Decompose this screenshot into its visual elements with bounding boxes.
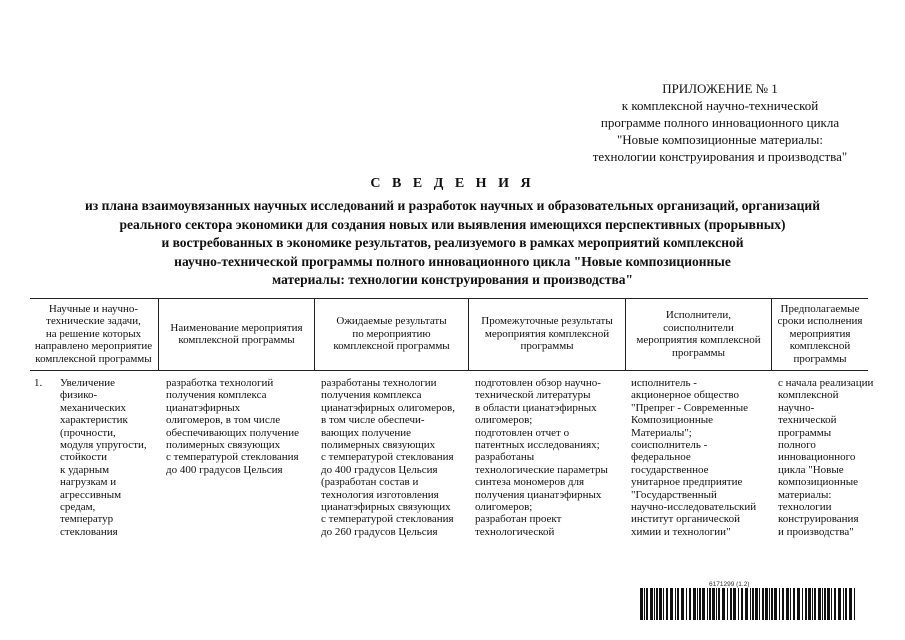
barcode-bar (677, 588, 679, 620)
cell-deadlines (778, 377, 873, 538)
cell-line: средам, (60, 501, 96, 514)
document-title: С В Е Д Е Н И Я (370, 176, 535, 191)
cell-line: олигомеров; (475, 501, 533, 514)
cell-line: акционерное общество (631, 389, 739, 402)
cell-line: технической (778, 414, 837, 427)
barcode-bar (824, 588, 826, 620)
barcode-bar (745, 588, 748, 620)
cell-line: федеральное (631, 451, 691, 464)
barcode-bar (802, 588, 803, 620)
cell-activity-name (166, 377, 299, 476)
cell-line: до 260 градусов Цельсия (321, 525, 438, 538)
barcode-bar (805, 588, 807, 620)
cell-line: получения комплекса (321, 389, 422, 402)
barcode-bar (707, 588, 708, 620)
cell-line: технологической (475, 525, 555, 538)
barcode-bar (716, 588, 717, 620)
barcode-bar (738, 588, 739, 620)
header-line: программы (520, 340, 574, 353)
header-deadlines (772, 300, 868, 368)
barcode-bar (849, 588, 852, 620)
table-top-rule (30, 298, 868, 299)
barcode-label: 6171299 (1.2) (709, 581, 750, 588)
cell-line: цианатэфирных (166, 401, 241, 414)
cell-line: "Препрег - Современные (631, 401, 749, 414)
barcode-bar (834, 588, 836, 620)
header-line: Ожидаемые результаты (336, 315, 447, 328)
header-tasks (30, 300, 157, 368)
cell-line: разработка технологий (166, 377, 274, 389)
cell-line: конструирования (778, 513, 859, 526)
barcode-bar (793, 588, 795, 620)
cell-line: синтеза мономеров для (475, 476, 585, 489)
barcode-bar (670, 588, 673, 620)
barcode-bar (693, 588, 696, 620)
cell-executors (631, 377, 756, 538)
cell-line: до 400 градусов Цельсия (166, 463, 283, 476)
cell-line: подготовлен обзор научно- (475, 377, 601, 389)
cell-line: химии и технологии" (631, 525, 731, 538)
barcode-bar (730, 588, 732, 620)
cell-line: подготовлен отчет о (475, 426, 570, 439)
cell-line: разработан проект (475, 513, 562, 526)
barcode-bar (779, 588, 780, 620)
barcode-bar (741, 588, 743, 620)
row-number: 1. (34, 377, 43, 389)
header-intermediate-results (469, 300, 625, 368)
cell-line: (разработан состав и (321, 476, 419, 489)
header-line: соисполнители (663, 321, 734, 334)
cell-line: технологические параметры (475, 463, 608, 476)
cell-line: программы (778, 426, 832, 439)
header-line: Предполагаемые (780, 302, 860, 315)
header-line: Промежуточные результаты (481, 315, 613, 328)
barcode-bar (718, 588, 720, 620)
appendix-line: "Новые композиционные материалы: (616, 132, 824, 147)
header-line: программы (671, 346, 726, 359)
barcode-bar (689, 588, 691, 620)
cell-line: разработаны (475, 451, 535, 464)
cell-line: с температурой стеклования (321, 451, 454, 464)
header-line: комплексной программы (178, 334, 295, 346)
barcode-bar (843, 588, 844, 620)
barcode-bar (702, 588, 705, 620)
cell-line: технологии (778, 501, 832, 514)
cell-line: Материалы"; (631, 426, 692, 439)
barcode-bar (646, 588, 648, 620)
cell-line: композиционные (778, 476, 858, 489)
barcode-bar (845, 588, 847, 620)
cell-line: в области цианатэфирных (475, 401, 597, 414)
barcode-bar (812, 588, 813, 620)
cell-expected-results (321, 377, 455, 538)
cell-line: технология изготовления (321, 488, 439, 501)
barcode-bar (759, 588, 760, 620)
header-line: направлено мероприятие (34, 340, 153, 353)
barcode-bar (831, 588, 832, 620)
subtitle-line: из плана взаимоувязанных научных исследований и разработок научных и образовательных организаций, организаций (85, 198, 820, 213)
subtitle-line: реального сектора экономики для создания новых или выявления имеющихся перспективных (прорывных) (119, 216, 786, 232)
appendix-line: технологии конструирования и производства" (592, 149, 848, 164)
barcode-bar (838, 588, 841, 620)
barcode-bar (722, 588, 725, 620)
barcode-bar (762, 588, 764, 620)
barcode-bar (750, 588, 751, 620)
cell-line: соисполнитель - (631, 439, 708, 452)
barcode-bar (681, 588, 684, 620)
cell-line: к ударным (60, 463, 110, 476)
cell-line: "Государственный (631, 488, 717, 501)
barcode-bar (814, 588, 816, 620)
cell-line: унитарное предприятие (631, 476, 743, 489)
cell-tasks (60, 377, 147, 538)
cell-line: олигомеров; (475, 414, 533, 427)
cell-line: механических (60, 401, 127, 414)
cell-line: цианатэфирных связующих (321, 501, 451, 514)
appendix-line: ПРИЛОЖЕНИЕ № 1 (662, 81, 778, 96)
barcode-bar (765, 588, 768, 620)
header-line: по мероприятию (352, 327, 431, 340)
barcode-bar (709, 588, 711, 620)
header-line: сроки исполнения (777, 315, 863, 328)
barcode-bar (818, 588, 821, 620)
header-line: мероприятия комплексной (484, 327, 610, 340)
cell-line: характеристик (60, 414, 128, 427)
document-subtitle (20, 197, 885, 290)
cell-intermediate-results (475, 377, 608, 538)
header-expected-results (315, 300, 468, 368)
barcode-bar (654, 588, 655, 620)
barcode-bar (697, 588, 698, 620)
cell-line: агрессивным (60, 488, 122, 501)
cell-line: исполнитель - (631, 377, 697, 389)
cell-line: государственное (631, 463, 709, 476)
cell-line: и производства" (778, 525, 854, 538)
appendix-header (520, 80, 905, 165)
cell-line: научно- (778, 401, 815, 414)
cell-line: Увеличение (60, 377, 116, 389)
cell-line: полимерных связующих (166, 439, 281, 452)
cell-line: полного (778, 439, 816, 452)
barcode-bar (712, 588, 715, 620)
cell-line: технической литературы (475, 389, 591, 402)
header-line: Исполнители, (665, 309, 732, 321)
header-activity-name (159, 300, 314, 368)
cell-line: получения комплекса (166, 389, 267, 402)
barcode-bar (659, 588, 662, 620)
barcode-bar (686, 588, 687, 620)
cell-line: температур (60, 513, 114, 526)
cell-line: с начала реализации (778, 377, 874, 389)
header-executors (626, 300, 771, 368)
cell-line: в том числе обеспечи- (321, 414, 425, 427)
barcode-bar (774, 588, 777, 620)
cell-line: до 400 градусов Цельсия (321, 463, 438, 476)
header-line: Наименование мероприятия (170, 321, 303, 334)
cell-line: цикла "Новые (778, 463, 844, 476)
header-line: комплексной программы (35, 352, 152, 365)
header-line: мероприятия (789, 327, 851, 340)
cell-line: полимерных связующих (321, 439, 436, 452)
cell-line: Композиционные (631, 414, 713, 427)
barcode-bar (771, 588, 773, 620)
header-line: Научные и научно- (48, 302, 139, 315)
barcode-bar (656, 588, 658, 620)
cell-line: с температурой стеклования (321, 513, 454, 526)
barcode-icon (640, 588, 858, 620)
barcode-bar (699, 588, 701, 620)
header-line: на решение которых (45, 327, 142, 340)
cell-line: патентных исследованиях; (475, 439, 600, 452)
cell-line: с температурой стеклования (166, 451, 299, 464)
barcode-bar (854, 588, 855, 620)
cell-line: получения цианатэфирных (475, 488, 602, 501)
cell-line: стойкости (60, 451, 108, 464)
barcode-bar (782, 588, 784, 620)
cell-line: модуля упругости, (60, 439, 147, 452)
barcode-bar (797, 588, 800, 620)
cell-line: разработаны технологии (321, 377, 437, 389)
cell-line: обеспечивающих получение (166, 426, 299, 439)
barcode-bar (666, 588, 668, 620)
cell-line: (прочности, (60, 426, 116, 439)
cell-line: вающих получение (321, 426, 412, 439)
barcode-bar (786, 588, 789, 620)
barcode-bar (827, 588, 830, 620)
cell-line: инновационного (778, 451, 856, 464)
barcode-bar (644, 588, 645, 620)
barcode-bar (650, 588, 653, 620)
table-header-rule (30, 370, 868, 371)
header-line: комплексной программы (333, 340, 450, 353)
barcode-bar (755, 588, 758, 620)
barcode-bar (822, 588, 823, 620)
cell-line: цианатэфирных олигомеров, (321, 401, 455, 414)
barcode-bar (727, 588, 728, 620)
header-line: программы (793, 352, 847, 365)
cell-line: олигомеров, в том числе (166, 414, 281, 427)
barcode-bar (808, 588, 811, 620)
header-line: комплексной (789, 340, 851, 353)
barcode-bar (640, 588, 643, 620)
cell-line: материалы: (778, 488, 832, 501)
cell-line: институт органической (631, 513, 740, 526)
barcode-bar (663, 588, 664, 620)
appendix-line: к комплексной научно-технической (621, 98, 819, 113)
cell-line: физико- (60, 389, 98, 402)
header-line: мероприятия комплексной (636, 334, 761, 346)
header-line: технические задачи, (46, 315, 141, 328)
cell-line: стеклования (60, 525, 118, 538)
barcode-bar (675, 588, 676, 620)
appendix-line: программе полного инновационного цикла (600, 115, 840, 130)
cell-line: нагрузкам и (60, 476, 117, 489)
subtitle-line: научно-технической программы полного инновационного цикла "Новые композиционные (174, 253, 731, 269)
barcode-bar (769, 588, 770, 620)
cell-line: комплексной (778, 389, 839, 402)
barcode-bar (790, 588, 791, 620)
subtitle-line: и востребованных в экономике результатов, реализуемого в рамках мероприятий комплексной (161, 235, 744, 250)
cell-line: научно-исследовательский (631, 501, 757, 514)
subtitle-line: материалы: технологии конструирования и производства" (271, 272, 634, 287)
barcode-bar (733, 588, 736, 620)
barcode-bar (752, 588, 754, 620)
